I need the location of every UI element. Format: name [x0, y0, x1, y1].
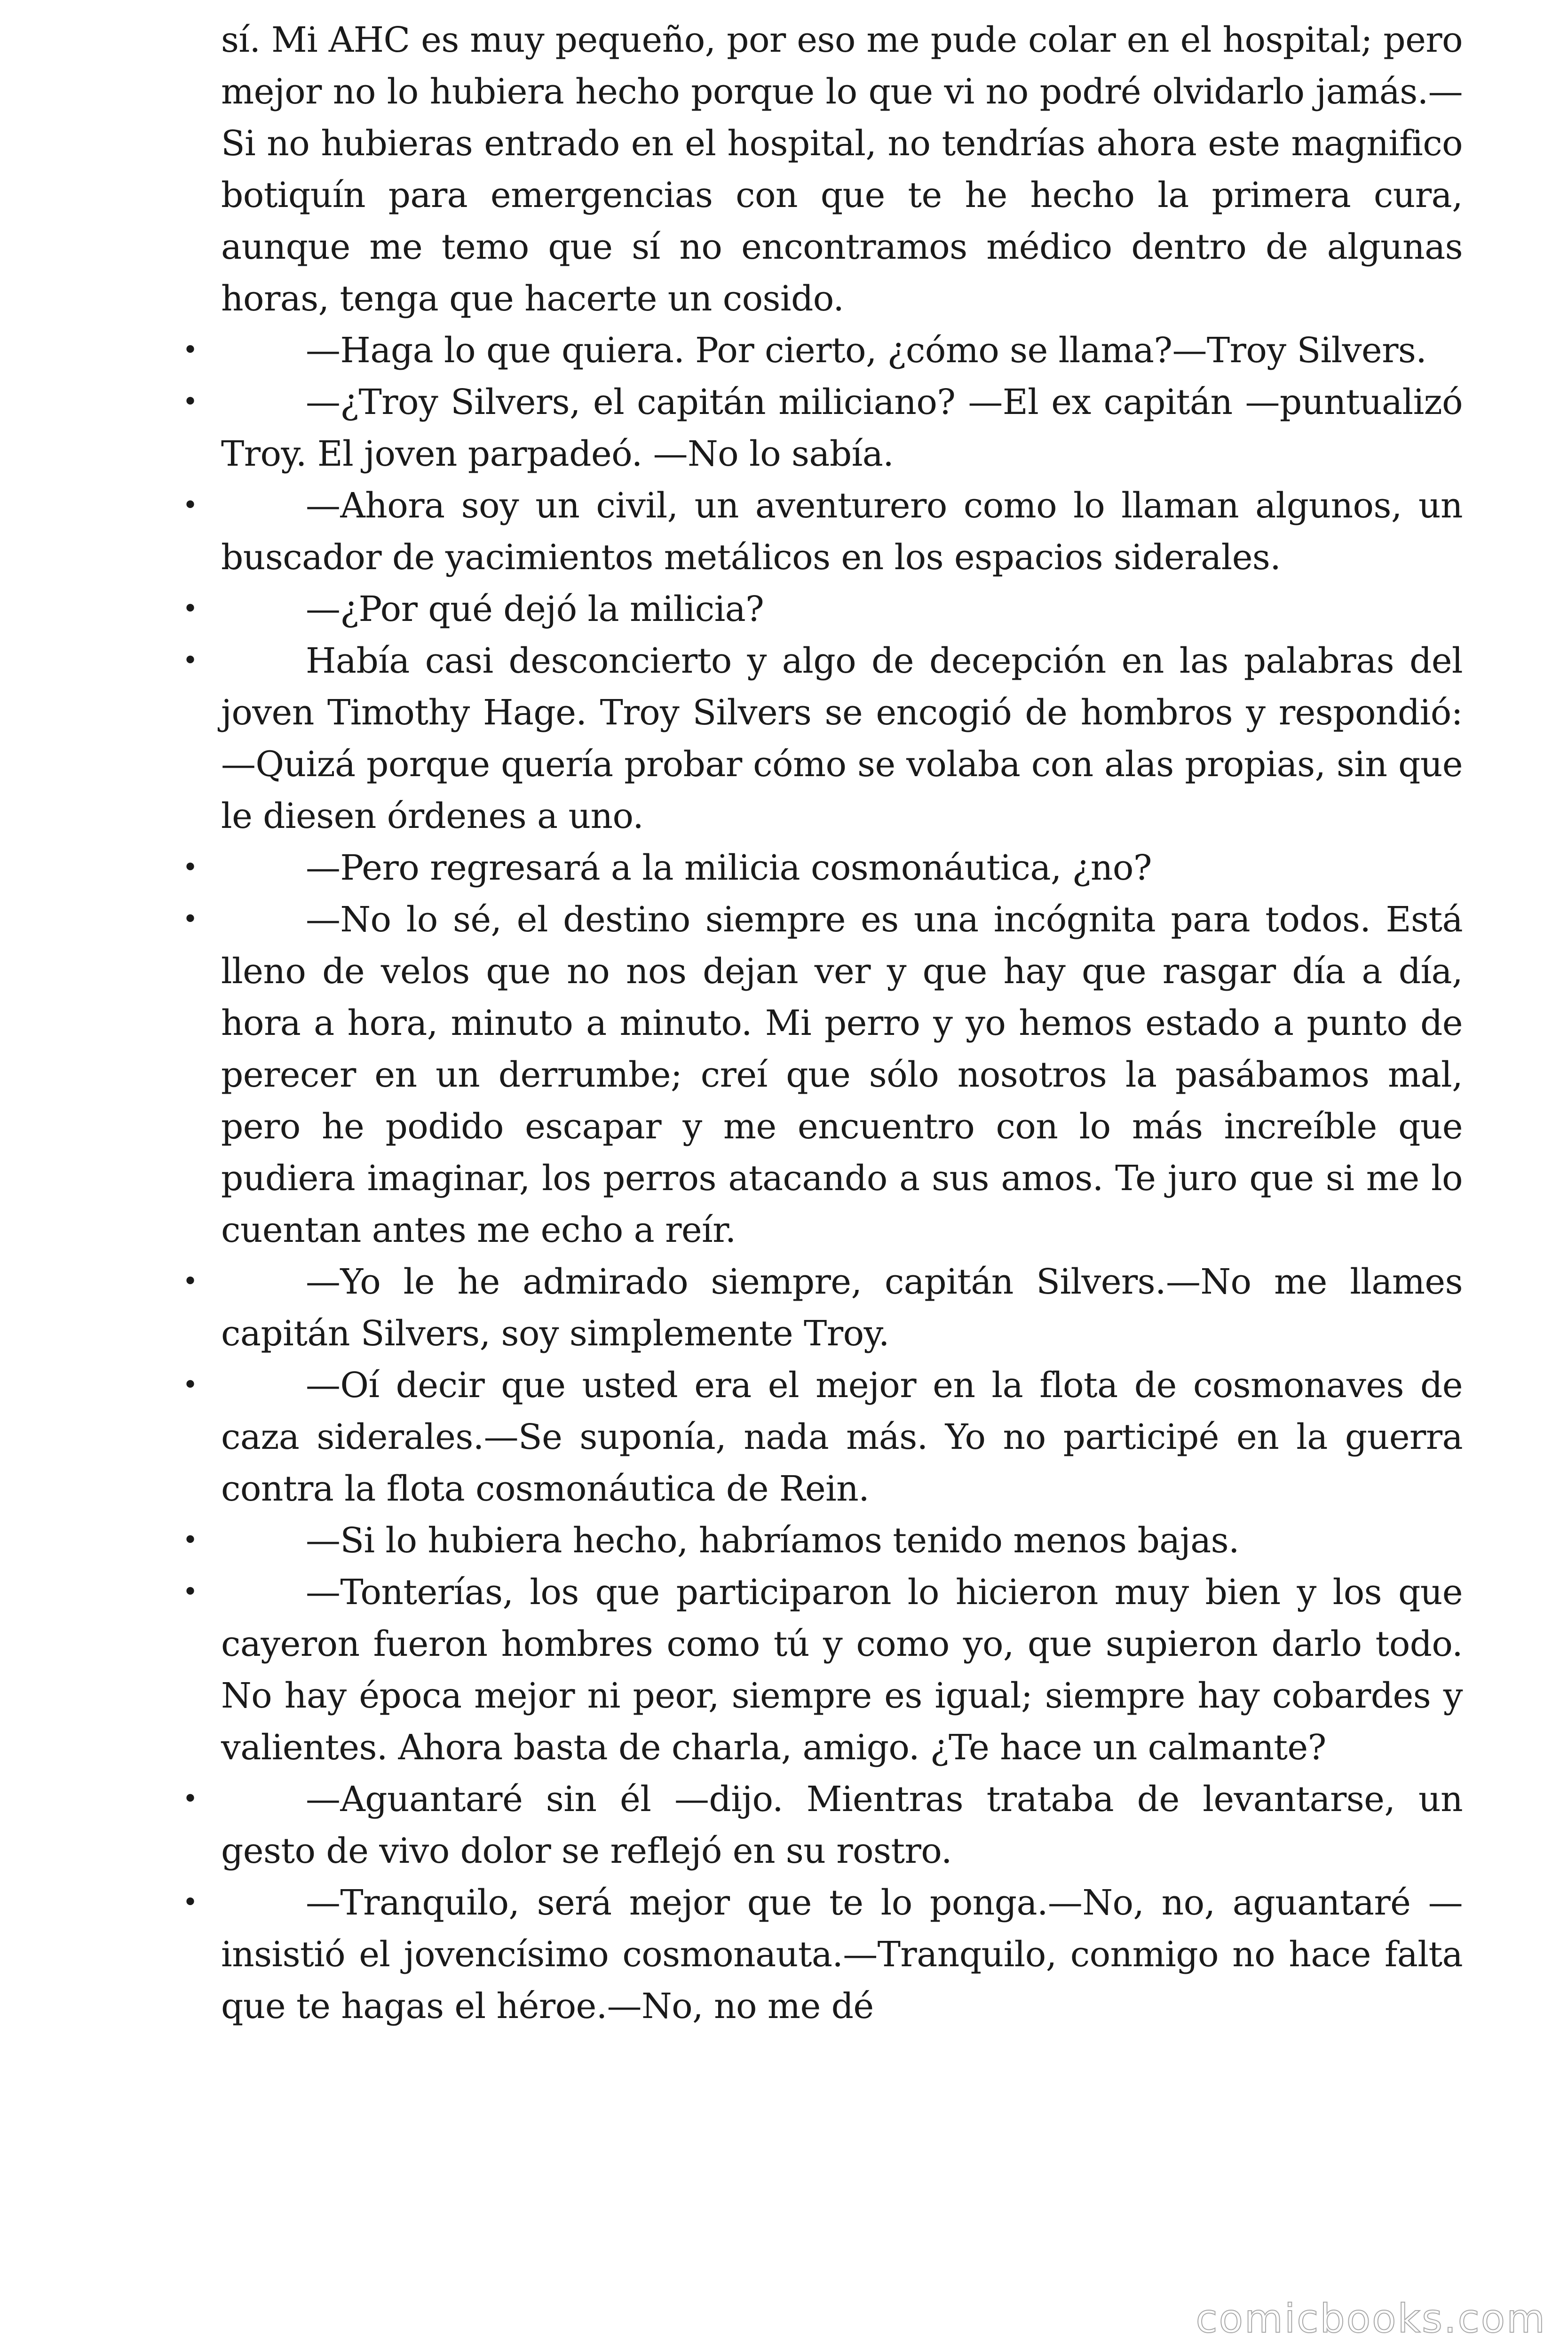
paragraph	[182, 376, 1463, 480]
paragraph	[182, 894, 1463, 1256]
bullet-marker: •	[182, 1577, 198, 1607]
paragraph-text: —No lo sé, el destino siempre es una incógnita para todos. Está lleno de velos que no nos dejan ver y que hay que rasgar día a día, hora a hora, minuto a minuto. Mi perro y yo hemos estado a punto de perecer en un derrumbe; creí que sólo nosotros la pasábamos mal, pero he podido escapar y me encuentro con lo más increíble que pudiera imaginar, los perros atacando a sus amos. Te juro que si me lo cuentan antes me echo a reír.	[221, 899, 1463, 1250]
watermark: comicbooks.com	[1196, 2296, 1546, 2342]
paragraph	[182, 480, 1463, 583]
paragraph	[182, 583, 1463, 635]
paragraph-text: —Si lo hubiera hecho, habríamos tenido menos bajas.	[306, 1520, 1239, 1561]
paragraph-text: —¿Troy Silvers, el capitán miliciano? —El ex capitán —puntualizó Troy. El joven parpadeó. —No lo sabía.	[221, 382, 1463, 474]
paragraph	[182, 1877, 1463, 2032]
paragraph	[182, 1359, 1463, 1515]
paragraph-text: —Haga lo que quiera. Por cierto, ¿cómo se llama?—Troy Silvers.	[306, 330, 1427, 371]
paragraph	[182, 1566, 1463, 1773]
bullet-marker: •	[182, 645, 198, 676]
bullet-marker: •	[182, 1887, 198, 1918]
paragraph-text: —Tonterías, los que participaron lo hicieron muy bien y los que cayeron fueron hombres como tú y como yo, que supieron darlo todo. No hay época mejor ni peor, siempre es igual; siempre hay cobardes y valientes. Ahora basta de charla, amigo. ¿Te hace un calmante?	[221, 1572, 1463, 1768]
paragraph	[182, 325, 1463, 376]
bullet-marker: •	[182, 387, 198, 417]
bullet-marker: •	[182, 594, 198, 624]
paragraph-text: —Tranquilo, será mejor que te lo ponga.—No, no, aguantaré —insistió el jovencísimo cosmonauta.—Tranquilo, conmigo no hace falta que te hagas el héroe.—No, no me dé	[221, 1883, 1463, 2026]
paragraph-text: —Ahora soy un civil, un aventurero como lo llaman algunos, un buscador de yacimientos metálicos en los espacios siderales.	[221, 485, 1463, 578]
paragraph-text: —¿Por qué dejó la milicia?	[306, 589, 764, 629]
document-page	[182, 14, 1463, 2032]
paragraph	[182, 1773, 1463, 1877]
bullet-marker: •	[182, 904, 198, 935]
paragraph-text: —Oí decir que usted era el mejor en la flota de cosmonaves de caza siderales.—Se suponía, nada más. Yo no participé en la guerra contra la flota cosmonáutica de Rein.	[221, 1365, 1463, 1509]
paragraph	[182, 1256, 1463, 1359]
paragraph-text: Había casi desconcierto y algo de decepción en las palabras del joven Timothy Hage. Troy Silvers se encogió de hombros y respondió:—Quizá porque quería probar cómo se volaba con alas propias, sin que le diesen órdenes a uno.	[221, 641, 1463, 836]
bullet-marker: •	[182, 1784, 198, 1814]
paragraph	[182, 1515, 1463, 1566]
paragraph: sí. Mi AHC es muy pequeño, por eso me pude colar en el hospital; pero mejor no lo hubiera hecho porque lo que vi no podré olvidarlo jamás.—Si no hubieras entrado en el hospital, no tendrías ahora este magnifico botiquín para emergencias con que te he hecho la primera cura, aunque me temo que sí no encontramos médico dentro de algunas horas, tenga que hacerte un cosido.	[221, 20, 1463, 319]
paragraph	[182, 842, 1463, 894]
bullet-marker: •	[182, 335, 198, 366]
bullet-marker: •	[182, 490, 198, 521]
paragraph	[182, 635, 1463, 842]
paragraph-text: —Pero regresará a la milicia cosmonáutica, ¿no?	[306, 848, 1152, 888]
paragraph-text: —Yo le he admirado siempre, capitán Silvers.—No me llames capitán Silvers, soy simplemente Troy.	[221, 1262, 1463, 1354]
bullet-marker: •	[182, 1266, 198, 1297]
bullet-marker: •	[182, 1370, 198, 1400]
bullet-marker: •	[182, 852, 198, 883]
bullet-marker: •	[182, 1525, 198, 1556]
paragraph-text: —Aguantaré sin él —dijo. Mientras trataba de levantarse, un gesto de vivo dolor se reflejó en su rostro.	[221, 1779, 1463, 1871]
